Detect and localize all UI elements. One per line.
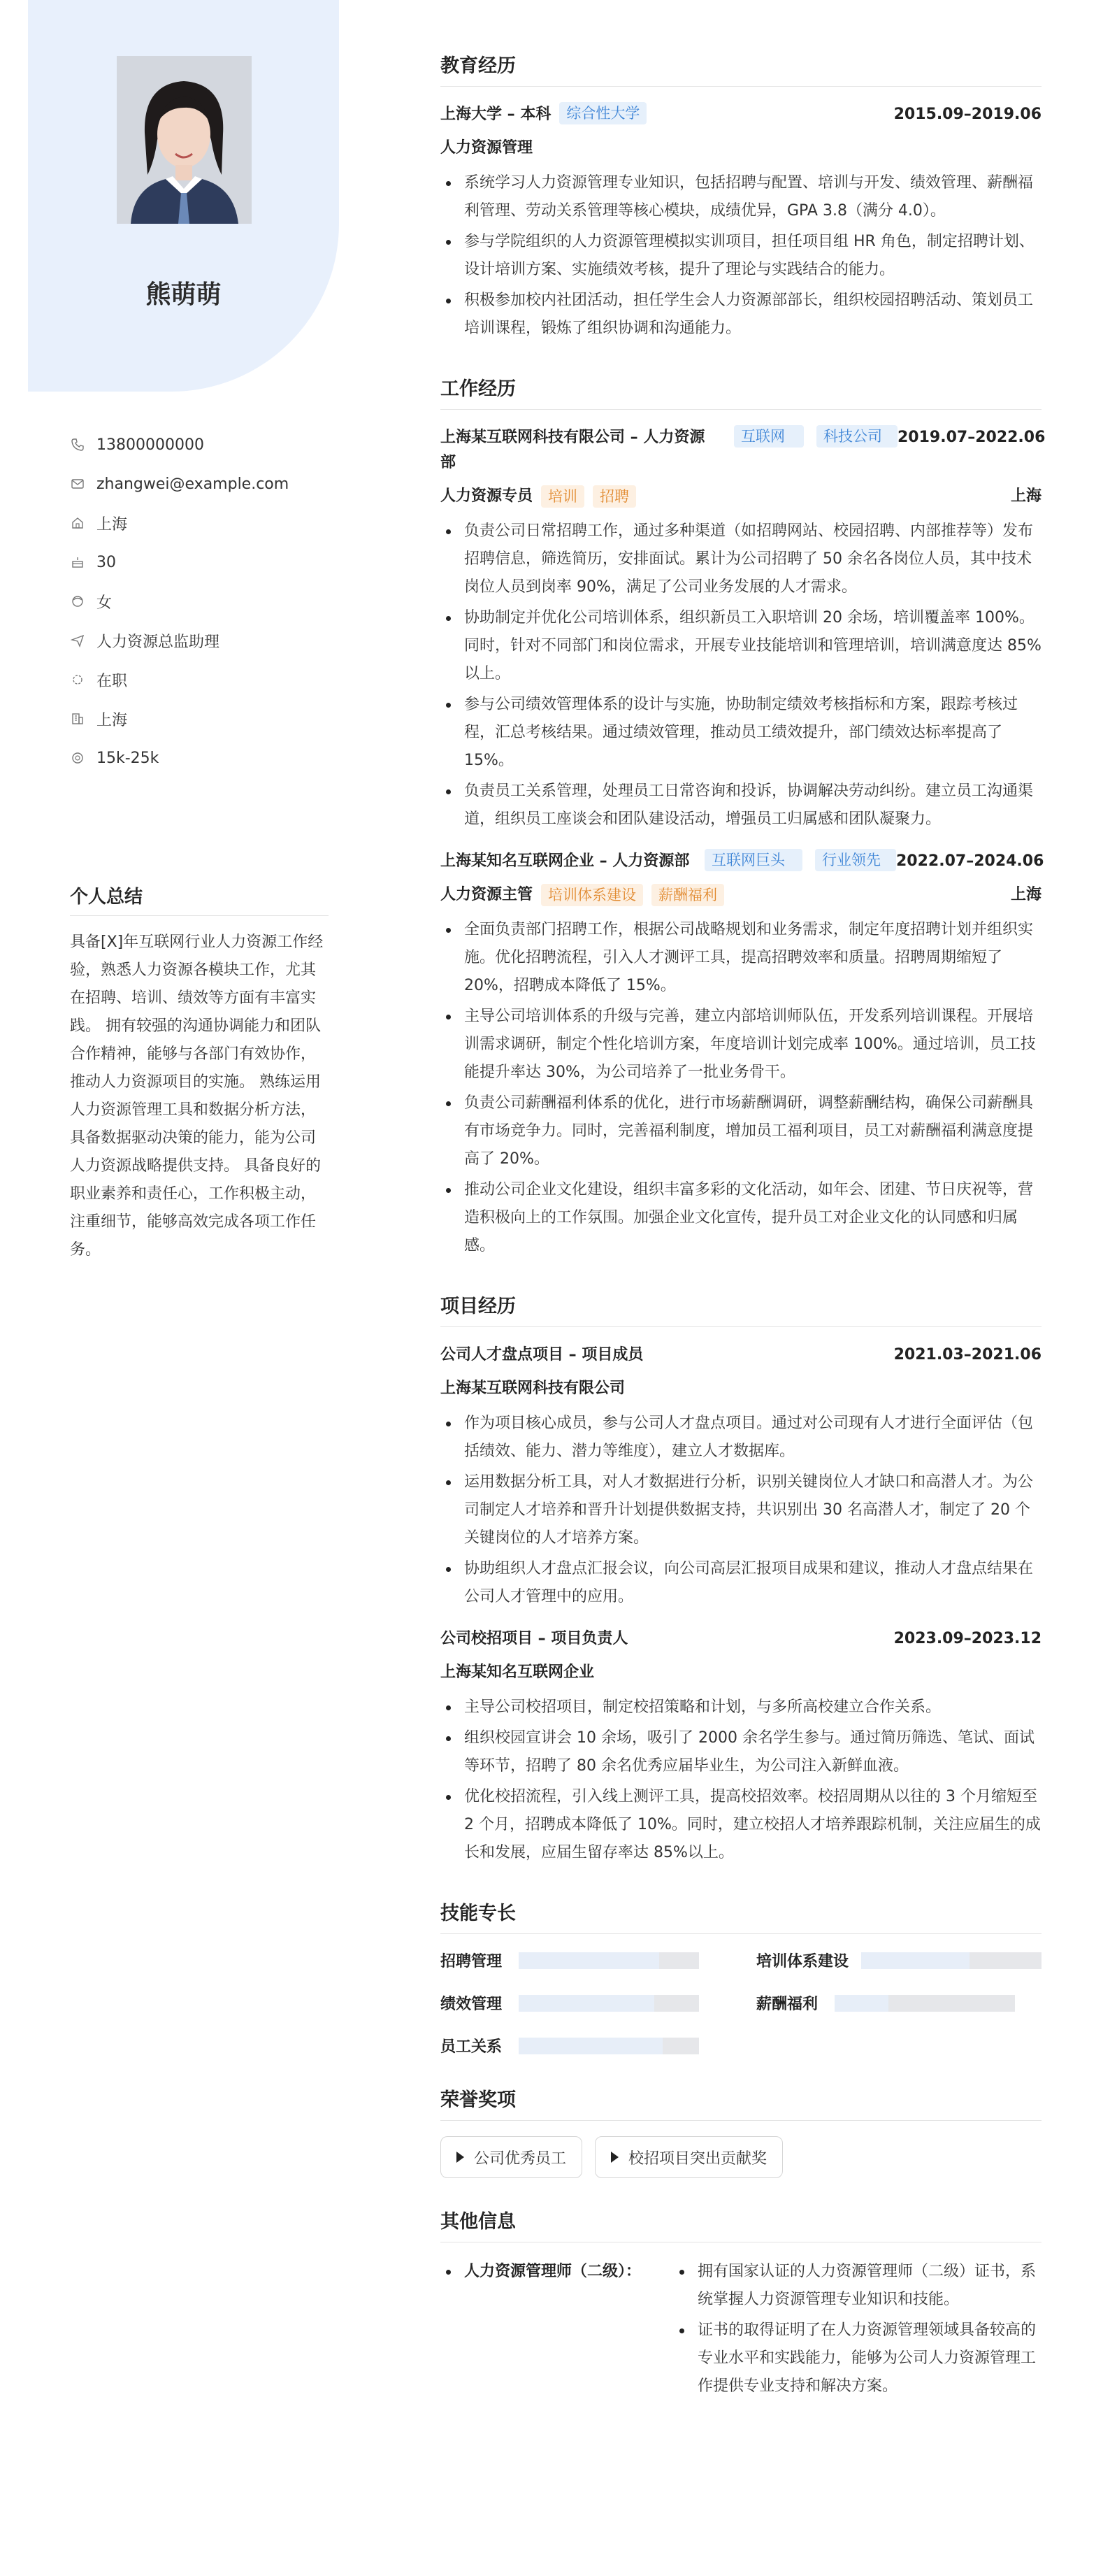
phone-icon (70, 437, 85, 452)
role-row (440, 882, 1041, 908)
honor-label: 公司优秀员工 (474, 2149, 567, 2168)
school-name: 上海大学 – 本科 (440, 106, 552, 123)
skill-name: 培训体系建设 (756, 1953, 849, 1970)
list-item: 主导公司校招项目，制定校招策略和计划，与多所高校建立合作关系。 (440, 1694, 1041, 1722)
contact-text: 人力资源总监助理 (96, 633, 220, 651)
honor-list (440, 2136, 1041, 2178)
skill-fill (519, 1995, 654, 2012)
main-content (440, 50, 1046, 2403)
role-tag: 培训 (541, 485, 584, 508)
role-tag: 薪酬福利 (651, 884, 724, 906)
profile-name: 熊萌萌 (145, 280, 222, 309)
list-item: 作为项目核心成员，参与公司人才盘点项目。通过对公司现有人才进行全面评估（包括绩效、能力、潜力等维度），建立人才数据库。 (440, 1410, 1041, 1466)
skill-name: 招聘管理 (440, 1953, 503, 1970)
skill-bar (519, 1995, 699, 2012)
gender-icon (70, 594, 85, 609)
summary-title: 个人总结 (70, 882, 329, 916)
age-icon (70, 554, 85, 570)
send-icon (70, 633, 85, 648)
summary-section (70, 882, 329, 1264)
major-row (440, 136, 1041, 161)
role-row (440, 484, 1041, 509)
list-item: 负责公司薪酬福利体系的优化，进行市场薪酬调研，调整薪酬结构，确保公司薪酬具有市场竞争力。同时，完善福利制度，增加员工福利项目，员工对薪酬福利满意度提高了 20%。 (440, 1089, 1041, 1173)
list-item: 负责员工关系管理，处理员工日常咨询和投诉，协调解决劳动纠纷。建立员工沟通渠道，组织员工座谈会和团队建设活动，增强员工归属感和团队凝聚力。 (440, 778, 1041, 833)
contact-gender (70, 582, 339, 621)
skill-item (440, 1949, 705, 1971)
status-icon (70, 672, 85, 687)
skills-section (440, 1898, 1041, 2056)
skill-fill (861, 1952, 970, 1969)
home-icon (70, 515, 85, 531)
honor-item (440, 2136, 582, 2178)
sidebar (28, 0, 339, 1264)
list-item: 系统学习人力资源管理专业知识，包括招聘与配置、培训与开发、绩效管理、薪酬福利管理、劳动关系管理等核心模块，成绩优异，GPA 3.8（满分 4.0）。 (440, 169, 1041, 225)
contact-text: 30 (96, 553, 116, 571)
list-item: 组织校园宣讲会 10 余场，吸引了 2000 余名学生参与。通过简历筛选、笔试、面试等环节，招聘了 80 余名优秀应届毕业生，为公司注入新鲜血液。 (440, 1724, 1041, 1780)
skill-fill (835, 1995, 888, 2012)
contact-text: 13800000000 (96, 436, 204, 454)
list-item: 证书的取得证明了在人力资源管理领域具备较高的专业水平和实践能力，能够为公司人力资源管理工作提供专业支持和解决方案。 (674, 2317, 1041, 2400)
salary-icon (70, 750, 85, 766)
job-bullets (440, 916, 1041, 1260)
project-header (440, 1343, 1041, 1368)
job-date: 2022.07–2024.06 (896, 852, 1044, 870)
skill-item (756, 1949, 1041, 1971)
job-company: 上海某知名互联网企业 – 人力资源部 (440, 852, 690, 870)
company-tag: 互联网巨头 (705, 849, 802, 871)
section-title: 项目经历 (440, 1291, 1041, 1327)
job-city: 上海 (1010, 886, 1041, 903)
skill-bar (835, 1995, 1015, 2012)
education-section (440, 50, 1041, 343)
project-org: 上海某互联网科技有限公司 (440, 1380, 626, 1397)
list-item: 协助组织人才盘点汇报会议，向公司高层汇报项目成果和建议，推动人才盘点结果在公司人才管理中的应用。 (440, 1555, 1041, 1611)
company-tag: 互联网 (734, 425, 804, 448)
other-bullets (674, 2258, 1041, 2400)
skill-name: 员工关系 (440, 2038, 503, 2056)
mail-icon (70, 476, 85, 492)
role-tag: 招聘 (593, 485, 636, 508)
contact-city (70, 699, 339, 738)
list-item: 运用数据分析工具，对人才数据进行分析，识别关键岗位人才缺口和高潜人才。为公司制定人才培养和晋升计划提供数据支持，共识别出 30 名高潜人才，制定了 20 个关键岗位的人才培养方案。 (440, 1468, 1041, 1552)
major: 人力资源管理 (440, 139, 533, 157)
contact-position (70, 621, 339, 660)
job-role: 人力资源主管 (440, 886, 533, 903)
skill-item (756, 1992, 1041, 2014)
project-bullets (440, 1694, 1041, 1867)
company-tag: 行业领先 (815, 849, 896, 871)
skill-bar (519, 2038, 699, 2054)
skill-bar (519, 1952, 699, 1969)
contact-list (28, 425, 339, 778)
skill-item (440, 2035, 705, 2056)
section-title: 其他信息 (440, 2206, 1041, 2242)
contact-home (70, 503, 339, 543)
triangle-icon (456, 2152, 464, 2163)
section-title: 荣誉奖项 (440, 2084, 1041, 2121)
section-title: 工作经历 (440, 373, 1041, 410)
other-section (440, 2206, 1041, 2403)
role-tag: 培训体系建设 (541, 884, 643, 906)
skill-fill (519, 1952, 659, 1969)
project-org: 上海某知名互联网企业 (440, 1663, 595, 1681)
project-org-row (440, 1376, 1041, 1401)
contact-text: 在职 (96, 672, 128, 690)
list-item: 全面负责部门招聘工作，根据公司战略规划和业务需求，制定年度招聘计划并组织实施。优化招聘流程，引入人才测评工具，提高招聘效率和质量。招聘周期缩短了 20%，招聘成本降低了 15%。 (440, 916, 1041, 1000)
contact-age (70, 543, 339, 582)
skill-item (440, 1992, 705, 2014)
skill-name: 绩效管理 (440, 1996, 503, 2013)
education-date: 2015.09–2019.06 (893, 106, 1041, 123)
education-bullets (440, 169, 1041, 343)
school-tag: 综合性大学 (559, 102, 647, 124)
list-item: 参与学院组织的人力资源管理模拟实训项目，担任项目组 HR 角色，制定招聘计划、设计培训方案、实施绩效考核，提升了理论与实践结合的能力。 (440, 228, 1041, 284)
contact-text: 上海 (96, 515, 128, 534)
skill-fill (519, 2038, 663, 2054)
project-bullets (440, 1410, 1041, 1611)
list-item: 优化校招流程，引入线上测评工具，提高校招效率。校招周期从以往的 3 个月缩短至 2 个月，招聘成本降低了 10%。同时，建立校招人才培养跟踪机制，关注应届生的成长和发展，应届生留存率达 85%以上。 (440, 1783, 1041, 1867)
honors-section (440, 2084, 1041, 2178)
skill-name: 薪酬福利 (756, 1996, 819, 2013)
job-header (440, 425, 1046, 475)
contact-status (70, 660, 339, 699)
list-item: 推动公司企业文化建设，组织丰富多彩的文化活动，如年会、团建、节日庆祝等，营造积极向上的工作氛围。加强企业文化宣传，提升员工对企业文化的认同感和归属感。 (440, 1176, 1041, 1260)
project-name: 公司人才盘点项目 – 项目成员 (440, 1346, 644, 1364)
project-entry (440, 1626, 1041, 1867)
education-header (440, 102, 1041, 127)
contact-text: 女 (96, 594, 113, 612)
skill-bar (861, 1952, 1041, 1969)
contact-text: zhangwei@example.com (96, 475, 289, 493)
list-item: 参与公司绩效管理体系的设计与实施，协助制定绩效考核指标和方案，跟踪考核过程，汇总考核结果。通过绩效管理，推动员工绩效提升，部门绩效达标率提高了 15%。 (440, 691, 1041, 775)
project-name: 公司校招项目 – 项目负责人 (440, 1630, 628, 1647)
project-date: 2023.09–2023.12 (893, 1630, 1041, 1647)
project-entry (440, 1343, 1041, 1611)
honor-label: 校招项目突出贡献奖 (628, 2149, 767, 2168)
skill-grid (440, 1949, 1041, 2056)
project-org-row (440, 1660, 1041, 1685)
contact-salary (70, 738, 339, 778)
job-entry (440, 849, 1044, 1260)
job-date: 2019.07–2022.06 (898, 429, 1046, 446)
work-section (440, 373, 1046, 1260)
building-icon (70, 711, 85, 727)
profile-card (28, 0, 339, 392)
job-entry (440, 425, 1046, 833)
contact-text: 15k-25k (96, 749, 159, 767)
project-date: 2021.03–2021.06 (893, 1346, 1041, 1364)
job-role: 人力资源专员 (440, 487, 533, 505)
section-title: 技能专长 (440, 1898, 1041, 1934)
list-item: 负责公司日常招聘工作，通过多种渠道（如招聘网站、校园招聘、内部推荐等）发布招聘信息，筛选简历，安排面试。累计为公司招聘了 50 余名各岗位人员，其中技术岗位人员到岗率 90%，满足了公司业务发展的人才需求。 (440, 517, 1041, 601)
list-item: 主导公司培训体系的升级与完善，建立内部培训师队伍，开发系列培训课程。开展培训需求调研，制定个性化培训方案，年度培训计划完成率 100%。通过培训，员工技能提升率达 30%，为公司培养了一批业务骨干。 (440, 1003, 1041, 1087)
company-tag: 科技公司 (816, 425, 898, 448)
other-row (440, 2258, 1041, 2403)
list-item: 拥有国家认证的人力资源管理师（二级）证书，系统掌握人力资源管理专业知识和技能。 (674, 2258, 1041, 2314)
job-bullets (440, 517, 1041, 833)
contact-phone (70, 425, 339, 464)
job-company: 上海某互联网科技有限公司 – 人力资源部 (440, 429, 705, 471)
list-item: 积极参加校内社团活动，担任学生会人力资源部部长，组织校园招聘活动、策划员工培训课程，锻炼了组织协调和沟通能力。 (440, 287, 1041, 343)
other-label: 人力资源管理师（二级）： (440, 2258, 674, 2403)
summary-text: 具备[X]年互联网行业人力资源工作经验，熟悉人力资源各模块工作，尤其在招聘、培训、绩效等方面有丰富实践。 拥有较强的沟通协调能力和团队合作精神，能够与各部门有效协作，推动人力资源项目的实施。 熟练运用人力资源管理工具和数据分析方法，具备数据驱动决策的能力，能为公司人力资源战略提供支持。 具备良好的职业素养和责任心，工作积极主动，注重细节，能够高效完成各项工作任务。 (70, 933, 324, 1259)
job-city: 上海 (1010, 487, 1041, 505)
contact-email (70, 464, 339, 503)
list-item: 协助制定并优化公司培训体系，组织新员工入职培训 20 余场，培训覆盖率 100%。同时，针对不同部门和岗位需求，开展专业技能培训和管理培训，培训满意度达 85%以上。 (440, 604, 1041, 688)
honor-item (595, 2136, 783, 2178)
project-header (440, 1626, 1041, 1652)
section-title: 教育经历 (440, 50, 1041, 87)
contact-text: 上海 (96, 711, 128, 729)
job-header (440, 849, 1044, 874)
triangle-icon (611, 2152, 619, 2163)
avatar (117, 56, 252, 224)
projects-section (440, 1291, 1041, 1867)
